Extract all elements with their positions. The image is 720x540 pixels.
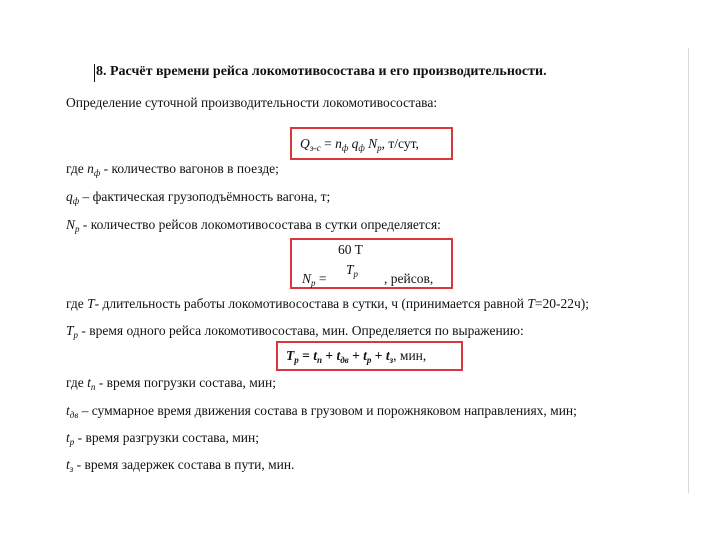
definition-tp: где $t_п$ - время погрузки состава, мин;: [66, 375, 276, 392]
definition-tr: $t_р$ - время разгрузки состава, мин;: [66, 430, 259, 447]
text-cursor: [94, 64, 95, 82]
formula-N-denominator: $T_р$: [346, 262, 359, 279]
definition-Tp: $T_р$ - время одного рейса локомотивосостава, мин. Определяется по выражению:: [66, 323, 524, 340]
section-title: 8. Расчёт времени рейса локомотивосостава и его производительности.: [96, 64, 547, 79]
formula-N-lhs: $N_р$ =: [302, 271, 327, 288]
formula-T: $T_р = t_п + t_{дв} + t_р + t_з$, мин,: [286, 348, 427, 365]
definition-q: $q_ф$ – фактическая грузоподъёмность вагона, т;: [66, 189, 331, 206]
definition-tz: $t_з$ - время задержек состава в пути, мин.: [66, 457, 295, 474]
formula-q: $Q_{э-с} = n_ф$ $q_ф$ $N_р$, т/сут,: [300, 136, 419, 153]
definition-tdv: $t_{дв}$ – суммарное время движения состава в грузовом и порожняковом направлениях, мин;: [66, 403, 577, 420]
intro-text: Определение суточной производительности локомотивосостава:: [66, 95, 438, 110]
definition-T: где T- длительность работы локомотивосостава в сутки, ч (принимается равной T=20-22ч);: [66, 296, 590, 311]
definition-n: где $n_ф$ - количество вагонов в поезде;: [66, 161, 279, 178]
right-margin-line: [688, 48, 689, 493]
definition-N: $N_р$ - количество рейсов локомотивосостава в сутки определяется:: [66, 217, 441, 234]
formula-N-numerator: 60 T: [338, 242, 363, 257]
formula-N-unit: , рейсов,: [384, 271, 434, 286]
